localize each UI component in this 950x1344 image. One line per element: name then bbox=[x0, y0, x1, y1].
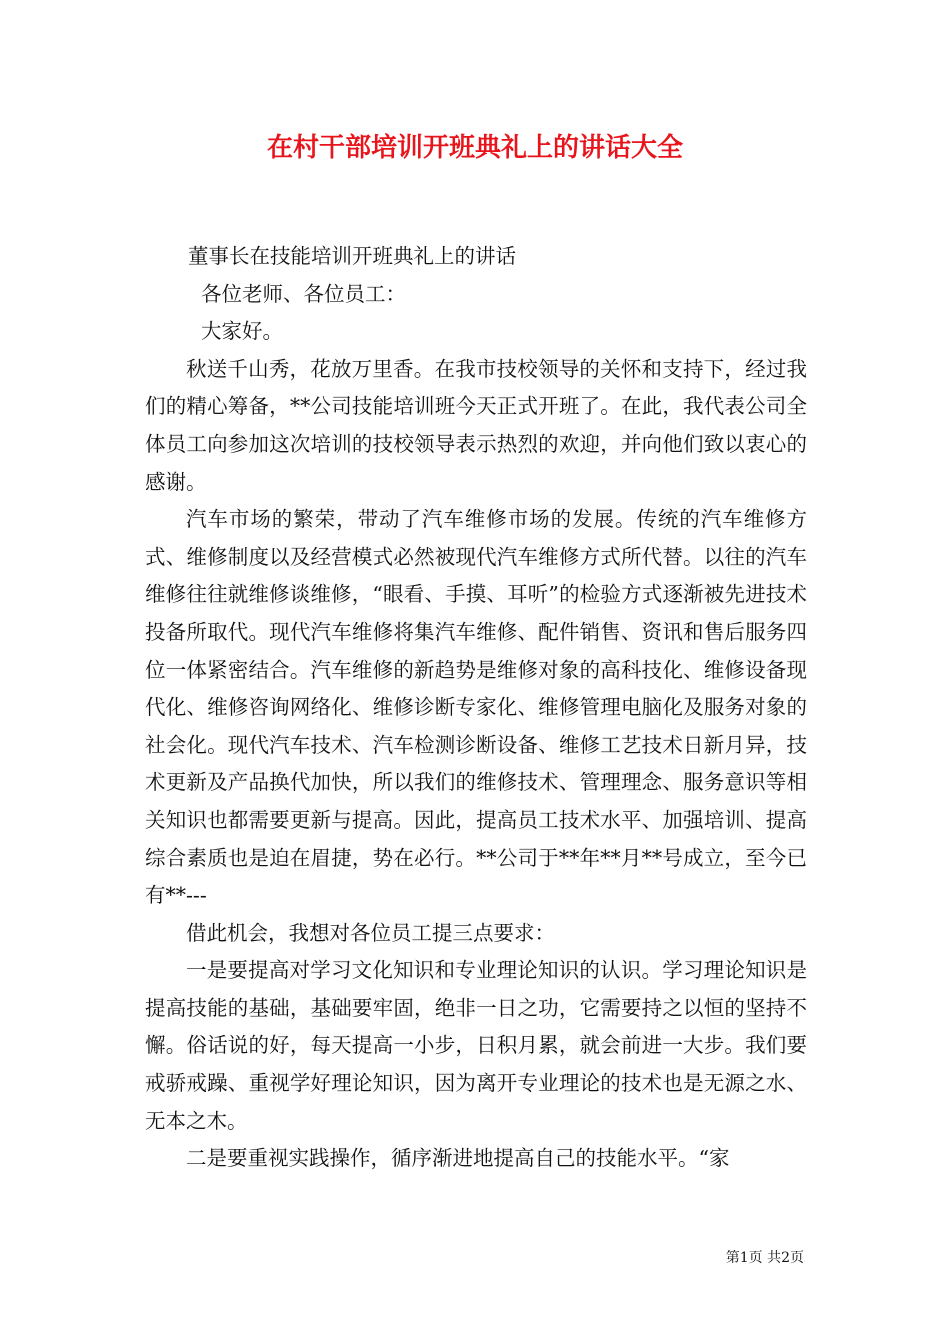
greeting: 大家好。 bbox=[201, 319, 283, 344]
speech-subtitle: 董事长在技能培训开班典礼上的讲话 bbox=[188, 244, 516, 268]
footer-prefix: 第 bbox=[725, 1250, 740, 1266]
paragraph-3: 借此机会，我想对各位员工提三点要求： bbox=[186, 920, 555, 945]
paragraph-4: 一是要提高对学习文化知识和专业理论知识的认识。学习理论知识是提高技能的基础，基础要牢固，绝非一日之功，它需要持之以恒的坚持不懈。俗话说的好，每天提高一小步，日积月累，就会前进一大步。我们要戒骄戒躁、重视学好理论知识，因为离开专业理论的技术也是无源之水、无本之木。 bbox=[145, 958, 807, 1133]
footer-total-pages: 2 bbox=[781, 1250, 790, 1266]
salutation: 各位老师、各位员工： bbox=[201, 281, 406, 306]
footer-middle: 页 共 bbox=[748, 1250, 782, 1266]
document-body bbox=[145, 238, 807, 1178]
page-number-footer bbox=[726, 1247, 804, 1267]
paragraph-2: 汽车市场的繁荣，带动了汽车维修市场的发展。传统的汽车维修方式、维修制度以及经营模式必然被现代汽车维修方式所代替。以往的汽车维修往往就维修谈维修，“眼看、手摸、耳听”的检验方式逐渐被先进技术投备所取代。现代汽车维修将集汽车维修、配件销售、资讯和售后服务四位一体紧密结合。汽车维修的新趋势是维修对象的高科技化、维修设备现代化、维修咨询网络化、维修诊断专家化、维修管理电脑化及服务对象的社会化。现代汽车技术、汽车检测诊断设备、维修工艺技术日新月异，技术更新及产品换代加快，所以我们的维修技术、管理理念、服务意识等相关知识也都需要更新与提高。因此，提高员工技术水平、加强培训、提高综合素质也是迫在眉捷，势在必行。**公司于**年**月**号成立，至今已有**--- bbox=[145, 507, 807, 908]
footer-current-page: 1 bbox=[739, 1250, 749, 1266]
footer-suffix: 页 bbox=[790, 1250, 804, 1266]
document-title: 在村干部培训开班典礼上的讲话大全 bbox=[266, 133, 683, 163]
paragraph-1: 秋送千山秀，花放万里香。在我市技校领导的关怀和支持下，经过我们的精心筹备，**公司技能培训班今天正式开班了。在此，我代表公司全体员工向参加这次培训的技校领导表示热烈的欢迎，并向他们致以衷心的感谢。 bbox=[145, 356, 807, 494]
paragraph-5: 二是要重视实践操作，循序渐进地提高自己的技能水平。“家 bbox=[186, 1146, 730, 1171]
